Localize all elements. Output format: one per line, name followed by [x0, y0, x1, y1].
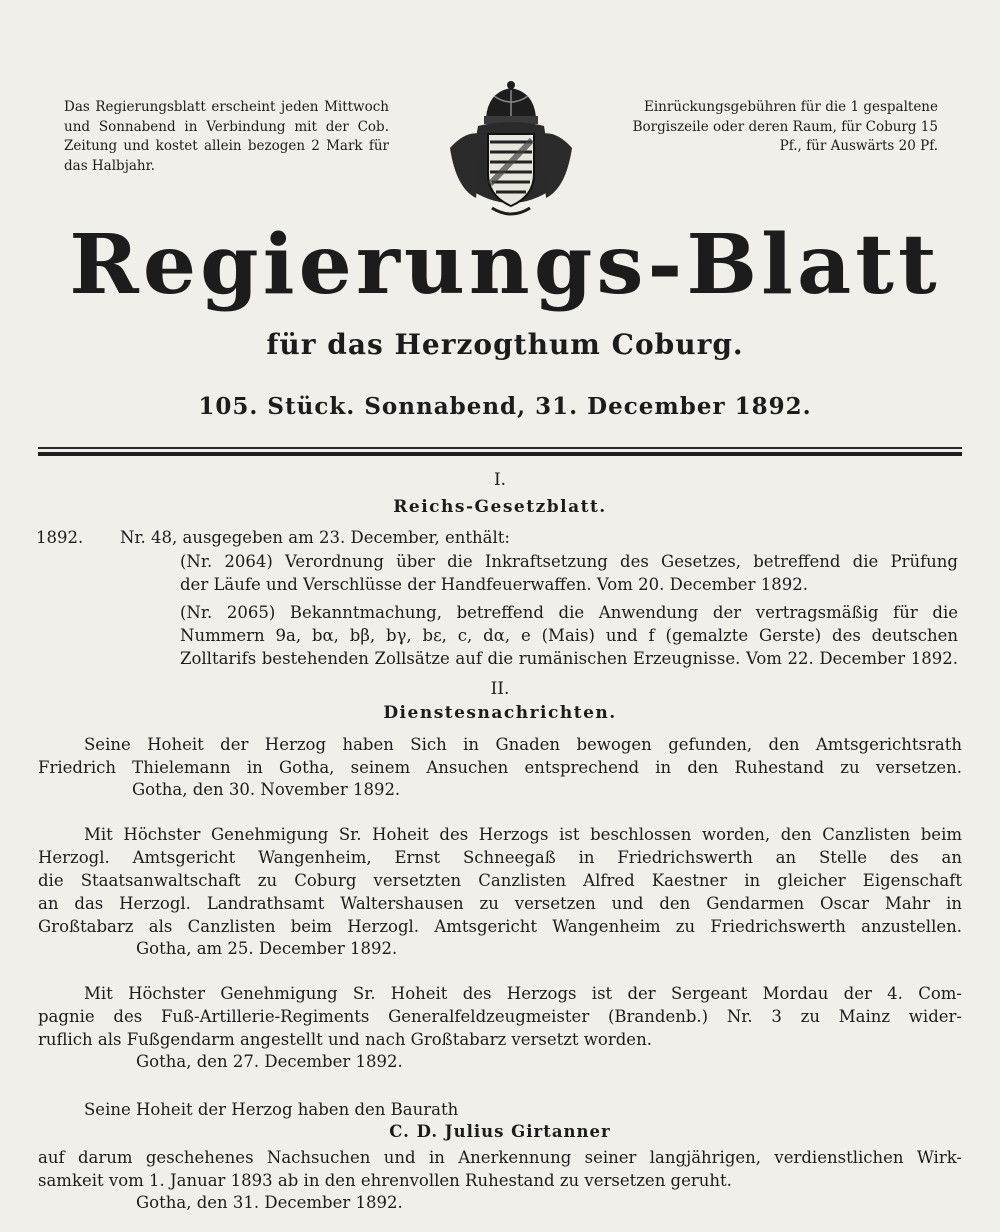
paragraph: pagnie des Fuß-Artillerie-Regiments Generalfeldzeugmeister (Brandenb.) Nr. 3 zu Mainz wider- [38, 1007, 962, 1026]
person-name: C. D. Julius Girtanner [389, 1122, 611, 1141]
paragraph: Mit Höchster Genehmigung Sr. Hoheit des Herzogs ist beschlossen worden, den Canzlisten beim [84, 825, 962, 844]
paragraph: an das Herzogl. Landrathsamt Waltershausen zu versetzen und den Gendarmen Oscar Mahr in [38, 894, 962, 913]
dateline: Gotha, den 30. November 1892. [132, 780, 401, 799]
section-title: Reichs-Gesetzblatt. [393, 497, 607, 517]
list-item: Nummern 9a, bα, bβ, bγ, bε, c, dα, e (Mais) und f (gemalzte Gerste) des deutschen [180, 626, 958, 645]
page-subtitle: für das Herzogthum Coburg. [266, 328, 744, 361]
section-title: Dienstesnachrichten. [383, 703, 617, 723]
paragraph: Herzogl. Amtsgericht Wangenheim, Ernst Schneegaß in Friedrichswerth an Stelle des an [38, 848, 962, 867]
dateline: Gotha, den 27. December 1892. [136, 1052, 403, 1071]
coat-of-arms-icon [442, 78, 580, 220]
paragraph: Mit Höchster Genehmigung Sr. Hoheit des Herzogs ist der Sergeant Mordau der 4. Com- [84, 984, 962, 1003]
divider [38, 452, 962, 456]
divider [38, 447, 962, 449]
dateline: Gotha, den 31. December 1892. [136, 1193, 403, 1212]
paragraph: samkeit vom 1. Januar 1893 ab in den ehrenvollen Ruhestand zu versetzen geruht. [38, 1171, 732, 1190]
paragraph: Friedrich Thielemann in Gotha, seinem Ansuchen entsprechend in den Ruhestand zu versetzen. [38, 758, 962, 777]
list-item: der Läufe und Verschlüsse der Handfeuerwaffen. Vom 20. December 1892. [180, 575, 808, 594]
intro-text: Nr. 48, ausgegeben am 23. December, enthält: [120, 528, 510, 547]
paragraph: Großtabarz als Canzlisten beim Herzogl. Amtsgericht Wangenheim zu Friedrichswerth anzustellen. [38, 917, 962, 936]
advertising-rates-notice: Einrückungsgebühren für die 1 gespaltene Borgiszeile oder deren Raum, für Coburg 15 Pf., für Auswärts 20 Pf. [632, 99, 938, 154]
paragraph: die Staatsanwaltschaft zu Coburg versetzten Canzlisten Alfred Kaestner in gleicher Eigenschaft [38, 871, 962, 890]
paragraph: auf darum geschehenes Nachsuchen und in Anerkennung seiner langjährigen, verdienstlichen Wirk- [38, 1148, 962, 1167]
intro-year: 1892. [36, 528, 84, 547]
list-item: (Nr. 2064) Verordnung über die Inkraftsetzung des Gesetzes, betreffend die Prüfung [180, 552, 958, 571]
list-item: (Nr. 2065) Bekanntmachung, betreffend die Anwendung der vertragsmäßig für die [180, 603, 958, 622]
list-item: Zolltarifs bestehenden Zollsätze auf die rumänischen Erzeugnisse. Vom 22. December 1892. [180, 649, 958, 668]
paragraph: Seine Hoheit der Herzog haben den Baurath [84, 1100, 459, 1119]
issue-line: 105. Stück. Sonnabend, 31. December 1892. [198, 393, 812, 420]
subscription-notice: Das Regierungsblatt erscheint jeden Mittwoch und Sonnabend in Verbindung mit der Cob. Zeitung und kostet allein bezogen 2 Mark für das Halbjahr. [64, 99, 389, 174]
section-number: II. [490, 679, 510, 699]
dateline: Gotha, am 25. December 1892. [136, 939, 398, 958]
paragraph: ruflich als Fußgendarm angestellt und nach Großtabarz versetzt worden. [38, 1030, 652, 1049]
paragraph: Seine Hoheit der Herzog haben Sich in Gnaden bewogen gefunden, den Amtsgerichtsrath [84, 735, 962, 754]
section-number: I. [493, 470, 507, 490]
page-title: Regierungs-Blatt [69, 217, 941, 313]
